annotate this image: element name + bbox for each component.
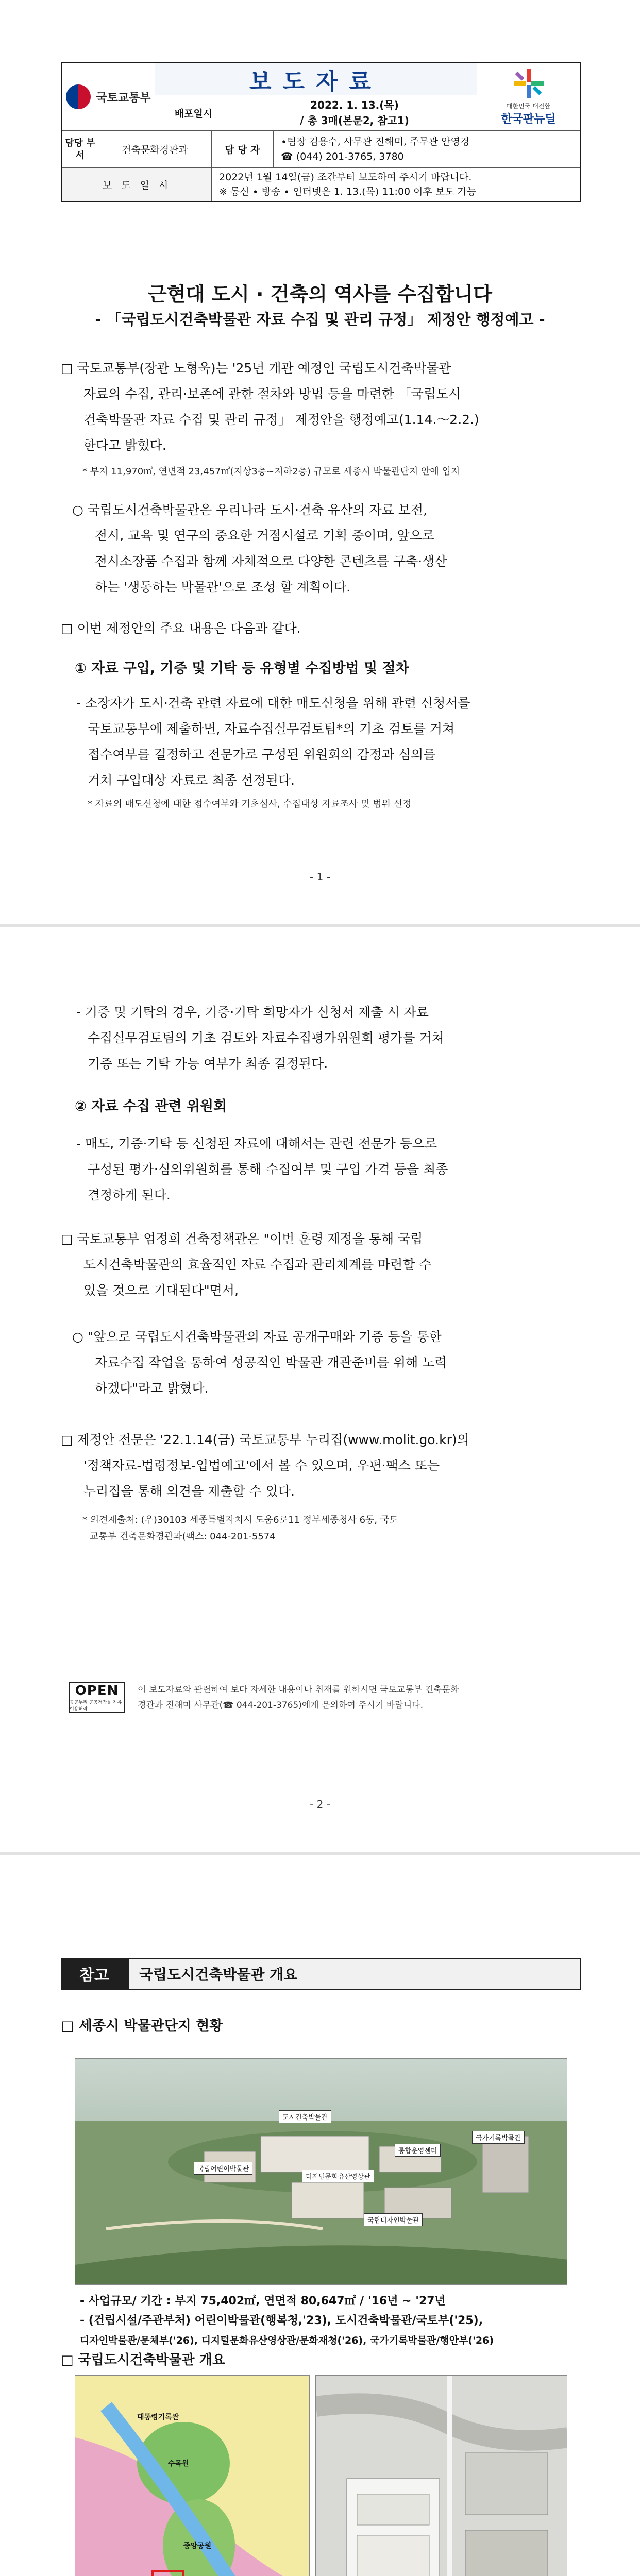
p1-line: 자료의 수집, 관리·보존에 관한 절차와 방법 등을 마련한 「국립도시	[83, 386, 461, 401]
person-phone: ☎ (044) 201-3765, 3780	[281, 150, 404, 162]
photo-label: 국립어린이박물관	[194, 2162, 252, 2175]
paragraph-8	[72, 1324, 581, 1401]
page-1	[0, 0, 640, 927]
ministry-emblem-icon	[66, 84, 91, 109]
p1-line: 한다고 밝혔다.	[83, 438, 166, 453]
site-plan-image	[315, 2375, 567, 2576]
page-number-2: - 2 -	[310, 1798, 330, 1810]
section-2-heading: ② 자료 수집 관련 위원회	[75, 1098, 227, 1114]
photo-label: 국가기록박물관	[472, 2131, 525, 2144]
paragraph-7	[61, 1226, 581, 1303]
page-3	[0, 1855, 640, 2576]
p4-line: - 소장자가 도시·건축 관련 자료에 대한 매도신청을 위해 관련 신청서를	[76, 696, 470, 710]
p6-line: 결정하게 된다.	[88, 1188, 171, 1202]
reference-title: 국립도시건축박물관 개요	[128, 1958, 581, 1990]
ministry-name: 국토교통부	[96, 91, 151, 105]
p5-line: 수집실무검토팀의 기초 검토와 자료수집평가위원회 평가를 거쳐	[88, 1030, 444, 1045]
open-license-box	[61, 1672, 581, 1723]
p6-line: - 매도, 기증·기탁 등 신청된 자료에 대해서는 관련 전문가 등으로	[76, 1136, 437, 1151]
museum-complex-aerial-image	[75, 2058, 567, 2285]
paragraph-4	[76, 690, 581, 793]
p2-line: 하는 '생동하는 박물관'으로 조성 할 계획이다.	[95, 580, 351, 595]
new-deal-small-text: 대한민국 대전환	[507, 103, 550, 110]
sub-heading-1: □ 세종시 박물관단지 현황	[61, 2018, 223, 2034]
p9-footnote	[82, 1512, 398, 1545]
new-deal-emblem-icon	[513, 67, 545, 99]
ministry-logo-cell	[62, 63, 155, 130]
photo-label: 도시건축박물관	[279, 2110, 331, 2123]
sub-heading-2: □ 국립도시건축박물관 개요	[61, 2352, 225, 2368]
photo-label: 국립디자인박물관	[364, 2213, 423, 2226]
page-number-1: - 1 -	[310, 871, 330, 883]
p1-footnote: * 부지 11,970㎡, 연면적 23,457㎡(지상3층~지하2층) 규모로 세종시 박물관단지 안에 입지	[82, 466, 460, 477]
p8-line: 하겠다"라고 밝혔다.	[95, 1381, 209, 1396]
headline-title: 근현대 도시 · 건축의 역사를 수집합니다	[148, 283, 492, 306]
info1-line: - (건립시설/주관부처) 어린이박물관(행복청,'23), 도시건축박물관/국토부('25),	[80, 2314, 483, 2327]
p8-line: 자료수집 작업을 통하여 성공적인 박물관 개관준비를 위해 노력	[95, 1355, 447, 1370]
p1-line: 건축박물관 자료 수집 및 관리 규정」 제정안을 행정예고(1.14.～2.2.)	[83, 412, 479, 427]
location-map-image	[75, 2375, 310, 2576]
info1-line: 디자인박물관/문체부('26), 디지털문화유산영상관/문화재청('26), 국가기록박물관/행안부('26)	[80, 2335, 494, 2346]
p7-line: 있을 것으로 기대된다"면서,	[83, 1283, 239, 1298]
paragraph-3: □ 이번 제정안의 주요 내용은 다음과 같다.	[61, 621, 301, 636]
embargo-line-2: ※ 통신 ∙ 방송 ∙ 인터넷은 1. 13.(목) 11:00 이후 보도 가능	[219, 186, 477, 197]
p8-line: ○ "앞으로 국립도시건축박물관의 자료 공개구매와 기증 등을 통한	[72, 1329, 442, 1344]
p1-line: □ 국토교통부(장관 노형욱)는 '25년 개관 예정인 국립도시건축박물관	[61, 361, 451, 376]
embargo-line-1: 2022년 1월 14일(금) 조간부터 보도하여 주시기 바랍니다.	[219, 171, 472, 183]
photo-label: 통합운영센터	[395, 2144, 441, 2157]
p9-line: □ 제정안 전문은 '22.1.14(금) 국토교통부 누리집(www.molit.go.kr)의	[61, 1432, 469, 1447]
p5-line: 기증 또는 기탁 가능 여부가 최종 결정된다.	[88, 1056, 328, 1071]
map-label: 중앙공원	[183, 2542, 212, 2550]
open-logo-subtext: 공공누리 공공저작물 자유이용허락	[70, 1700, 122, 1712]
release-date: 2022. 1. 13.(목)	[310, 99, 399, 111]
open-logo-text: OPEN	[75, 1683, 119, 1699]
paragraph-5	[76, 999, 581, 1077]
p7-line: 도시건축박물관의 효율적인 자료 수집과 관리체계를 마련할 수	[83, 1257, 432, 1272]
open-license-logo-icon	[69, 1682, 125, 1713]
p4-line: 거쳐 구입대상 자료로 최종 선정된다.	[88, 773, 295, 788]
person-label: 담 당 자	[212, 131, 274, 167]
release-label: 배포일시	[155, 95, 232, 130]
page-2	[0, 927, 640, 1855]
p2-line: 전시소장품 수집과 함께 자체적으로 다양한 콘텐츠를 구축·생산	[95, 554, 447, 569]
embargo-label: 보 도 일 시	[62, 168, 212, 201]
press-release-title: 보도자료	[155, 63, 477, 95]
p2-line: 전시, 교육 및 연구의 중요한 거점시설로 기획 중이며, 앞으로	[95, 528, 435, 543]
new-deal-logo-cell	[477, 63, 580, 130]
p9-footnote-line: * 의견제출처: (우)30103 세종특별자치시 도움6로11 정부세종청사 6동, 국토	[82, 1515, 398, 1526]
section-1-heading: ① 자료 구입, 기증 및 기탁 등 유형별 수집방법 및 절차	[75, 660, 409, 676]
dept-label: 담당 부서	[62, 131, 98, 167]
info1-line: - 사업규모/ 기간 : 부지 75,402㎡, 연면적 80,647㎡ / '16년 ~ '27년	[80, 2295, 446, 2308]
p5-line: - 기증 및 기탁의 경우, 기증·기탁 희망자가 신청서 제출 시 자료	[76, 1005, 429, 1020]
p2-line: ○ 국립도시건축박물관은 우리나라 도시·건축 유산의 자료 보전,	[72, 502, 428, 517]
p9-footnote-line: 교통부 건축문화경관과(팩스: 044-201-5574	[90, 1531, 276, 1542]
map-label: 대통령기록관	[137, 2413, 179, 2421]
paragraph-1	[61, 355, 581, 459]
p4-footnote: * 자료의 매도신청에 대한 접수여부와 기초심사, 수집대상 자료조사 및 범위 선정	[88, 799, 412, 809]
paragraph-6	[76, 1131, 581, 1208]
p6-line: 구성된 평가·심의위원회를 통해 수집여부 및 구입 가격 등을 최종	[88, 1162, 448, 1177]
p4-line: 국토교통부에 제출하면, 자료수집실무검토팀*의 기초 검토를 거쳐	[88, 721, 455, 736]
p7-line: □ 국토교통부 엄정희 건축정책관은 "이번 훈령 제정을 통해 국립	[61, 1231, 423, 1246]
p4-line: 접수여부를 결정하고 전문가로 구성된 위원회의 감정과 심의를	[88, 747, 436, 762]
release-pages: / 총 3매(본문2, 참고1)	[300, 114, 409, 127]
info-block-1	[80, 2292, 494, 2350]
new-deal-big-text: 한국판뉴딜	[501, 113, 556, 126]
dept-value: 건축문화경관과	[98, 131, 212, 167]
headline-subtitle: - 「국립도시건축박물관 자료 수집 및 관리 규정」 제정안 행정예고 -	[95, 311, 545, 328]
person-names: ∙팀장 김용수, 사무관 진해미, 주무관 안영경	[281, 136, 470, 147]
p9-line: '정책자료-법령정보-입법예고'에서 볼 수 있으며, 우편·팩스 또는	[83, 1458, 440, 1473]
reference-tag: 참고	[61, 1958, 128, 1990]
map-label: 수목원	[168, 2460, 189, 2468]
open-text-line: 이 보도자료와 관련하여 보다 자세한 내용이나 취재를 원하시면 국토교통부 건축문화	[138, 1685, 459, 1695]
paragraph-9	[61, 1427, 581, 1504]
p9-line: 누리집을 통해 의견을 제출할 수 있다.	[83, 1484, 295, 1499]
photo-label: 디지털문화유산영상관	[302, 2170, 374, 2182]
open-license-text	[138, 1682, 560, 1713]
open-text-line: 경관과 진해미 사무관(☎ 044-201-3765)에게 문의하여 주시기 바랍니다.	[138, 1700, 423, 1710]
paragraph-2	[72, 497, 581, 600]
press-header-table	[61, 62, 581, 202]
